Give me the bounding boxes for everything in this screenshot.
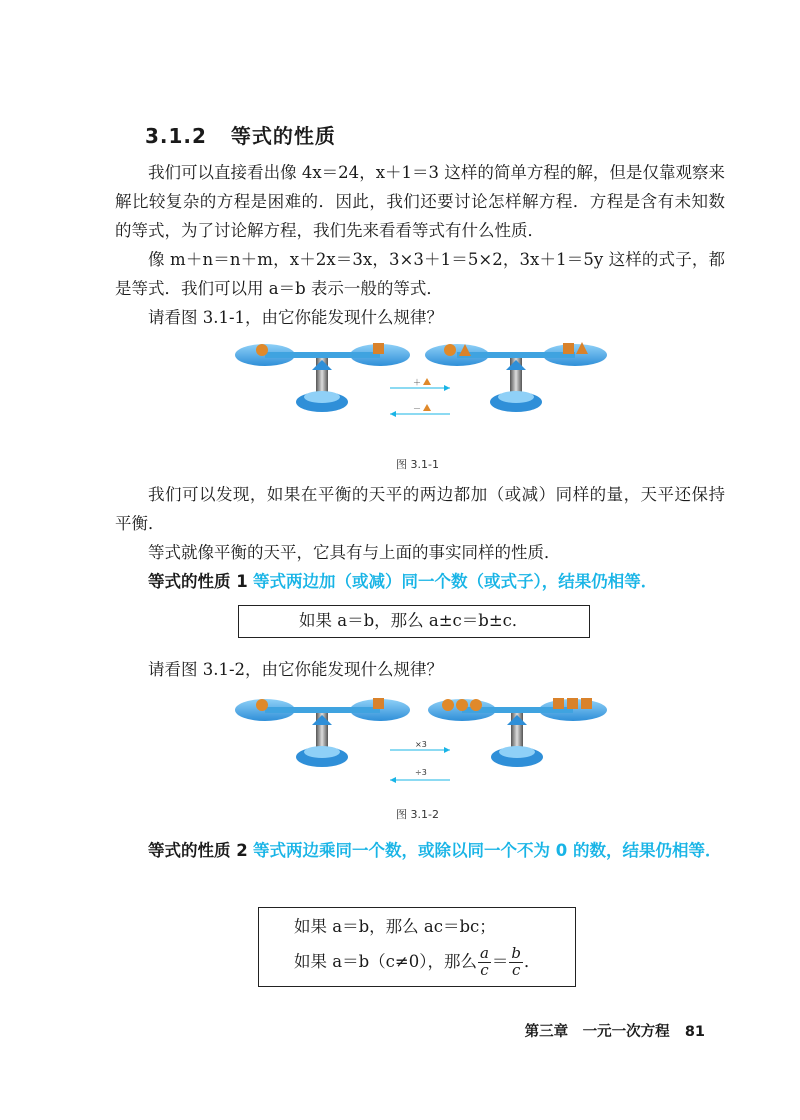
frac-a-num: a bbox=[479, 944, 489, 962]
property1 bbox=[115, 567, 725, 596]
page-number: 81 bbox=[684, 1024, 705, 1040]
property2-text: 等式两边乘同一个数，或除以同一个不为 0 的数，结果仍相等． bbox=[252, 841, 722, 860]
page-footer bbox=[525, 1020, 705, 1041]
formula2-equals: ＝ bbox=[491, 951, 509, 971]
paragraph-intro: 我们可以直接看出像 4x＝24，x＋1＝3 这样的简单方程的解，但是仅靠观察来解比较复杂的方程是困难的．因此，我们还要讨论怎样解方程．方程是含有未知数的等式，为了讨论解方程，我们先来看看等式有什么性质． bbox=[115, 163, 725, 240]
ball-icon bbox=[256, 344, 268, 356]
paragraph-equations: 像 m＋n＝n＋m，x＋2x＝3x，3×3＋1＝5×2，3x＋1＝5y 这样的式子，都是等式．我们可以用 a＝b 表示一般的等式． bbox=[115, 250, 725, 298]
cube-icon bbox=[373, 698, 384, 709]
section-heading bbox=[145, 120, 336, 149]
cube-icon bbox=[567, 698, 578, 709]
paragraph-figure1-question: 请看图 3.1-1，由它你能发现什么规律？ bbox=[148, 308, 444, 327]
scale-right bbox=[428, 698, 607, 767]
figure-3-1-2 bbox=[225, 685, 615, 785]
section-title: 等式的性质 bbox=[230, 124, 336, 148]
arrow-add-label: ＋ bbox=[413, 378, 421, 387]
property1-formula-box bbox=[238, 605, 590, 638]
paragraph-figure2-question: 请看图 3.1-2，由它你能发现什么规律？ bbox=[148, 660, 444, 679]
arrow-subtract-label: － bbox=[413, 404, 421, 413]
formula2-suffix: ． bbox=[524, 951, 541, 971]
cube-icon bbox=[553, 698, 564, 709]
cone-icon bbox=[423, 378, 431, 385]
arrow-multiply-label: ×3 bbox=[415, 740, 427, 749]
paragraph-observation: 我们可以发现，如果在平衡的天平的两边都加（或减）同样的量，天平还保持平衡． bbox=[115, 485, 725, 533]
property1-formula: 如果 a＝b，那么 a±c＝b±c． bbox=[299, 611, 529, 630]
figure2-caption: 图 3.1-2 bbox=[396, 808, 439, 821]
figure-3-1-1 bbox=[225, 330, 615, 440]
ball-icon bbox=[444, 344, 456, 356]
property1-text: 等式两边加（或减）同一个数（或式子），结果仍相等． bbox=[252, 572, 658, 591]
footer-chapter: 第三章 一元一次方程 bbox=[524, 1024, 670, 1040]
cube-icon bbox=[581, 698, 592, 709]
fraction-b-over-c bbox=[509, 946, 523, 979]
property2 bbox=[115, 836, 725, 865]
property1-label: 等式的性质 1 bbox=[148, 572, 248, 591]
fraction-a-over-c bbox=[478, 946, 491, 979]
cube-icon bbox=[373, 343, 384, 354]
ball-icon bbox=[456, 699, 468, 711]
property2-formula2 bbox=[294, 946, 575, 979]
scale-left bbox=[235, 343, 410, 412]
ball-icon bbox=[256, 699, 268, 711]
scale-right bbox=[425, 342, 607, 412]
cube-icon bbox=[563, 343, 574, 354]
ball-icon bbox=[442, 699, 454, 711]
arrow-divide-label: ÷3 bbox=[415, 768, 427, 777]
figure1-caption: 图 3.1-1 bbox=[396, 458, 439, 471]
property2-label: 等式的性质 2 bbox=[148, 841, 248, 860]
section-number: 3.1.2 bbox=[145, 124, 207, 148]
property2-formula1: 如果 a＝b，那么 ac＝bc； bbox=[294, 917, 496, 936]
frac-a-den: c bbox=[480, 960, 489, 979]
ball-icon bbox=[470, 699, 482, 711]
formula2-prefix: 如果 a＝b（c≠0），那么 bbox=[294, 951, 477, 971]
frac-b-den: c bbox=[512, 960, 521, 979]
frac-b-num: b bbox=[511, 944, 522, 962]
scale-left bbox=[235, 698, 410, 767]
property2-formula-box bbox=[258, 907, 576, 987]
paragraph-analogy: 等式就像平衡的天平，它具有与上面的事实同样的性质． bbox=[148, 543, 561, 562]
cone-icon bbox=[423, 404, 431, 411]
